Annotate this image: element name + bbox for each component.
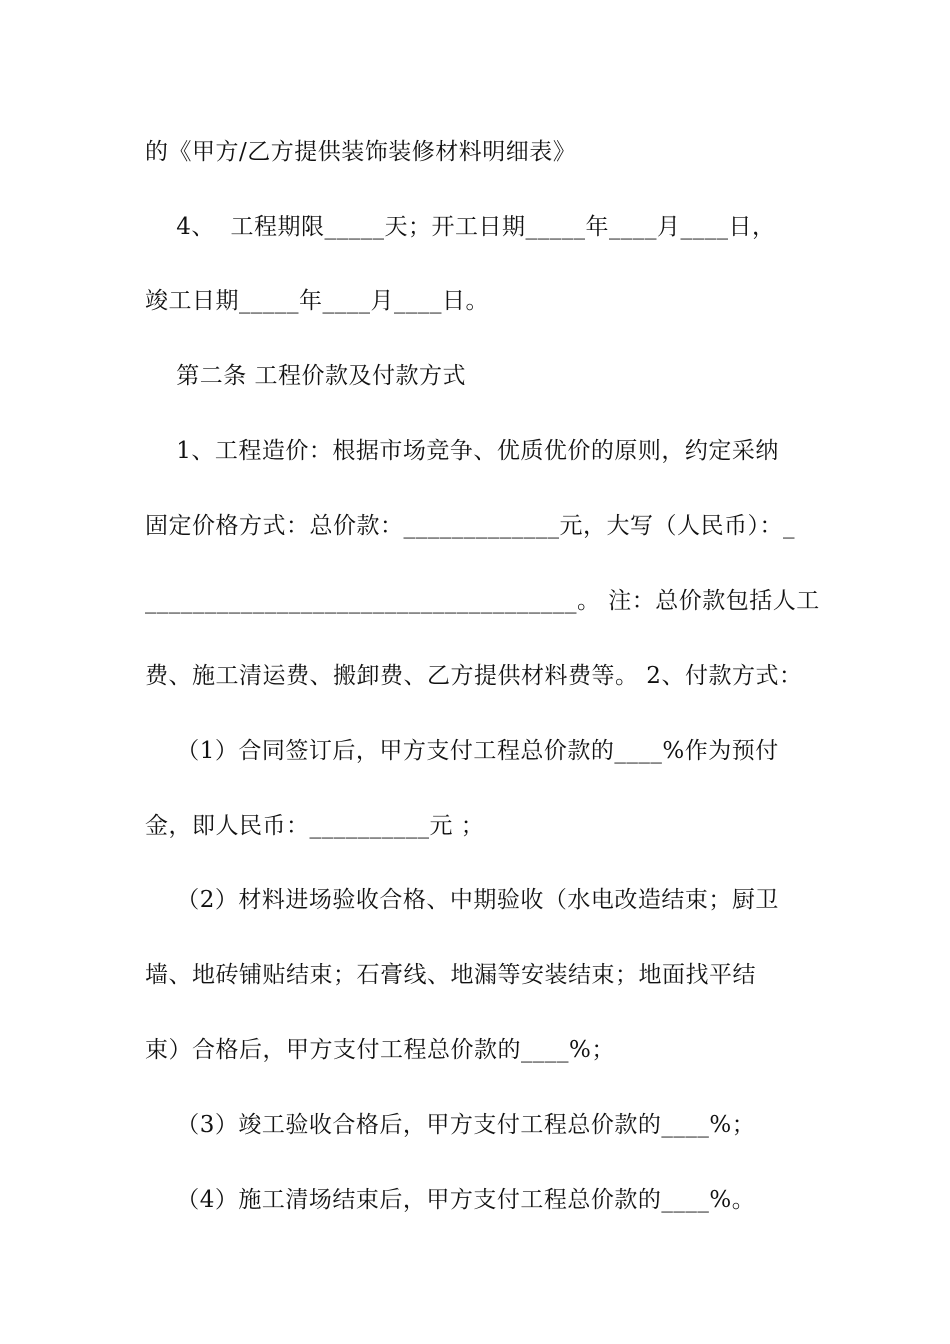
text-line: 竣工日期_____年____月____日。 <box>145 288 489 314</box>
text-line: 4、 工程期限_____天；开工日期_____年____月____日， <box>145 214 776 240</box>
text-line: ____________________________________。 注：总价款包括人工 <box>145 588 820 614</box>
text-line: 束）合格后，甲方支付工程总价款的____%； <box>145 1037 615 1063</box>
text-line: 固定价格方式：总价款：_____________元，大写（人民币）：_ <box>145 513 795 539</box>
text-line: 1、工程造价：根据市场竞争、优质优价的原则，约定采纳 <box>145 438 779 464</box>
text-line: （4）施工清场结束后，甲方支付工程总价款的____%。 <box>145 1187 756 1213</box>
text-line: （3）竣工验收合格后，甲方支付工程总价款的____%； <box>145 1112 756 1138</box>
text-line: 墙、地砖铺贴结束；石膏线、地漏等安装结束；地面找平结 <box>145 962 756 988</box>
text-line: 金，即人民币：__________元 ； <box>145 813 485 839</box>
text-line: 费、施工清运费、搬卸费、乙方提供材料费等。 2、付款方式： <box>145 663 803 689</box>
text-line: （2）材料进场验收合格、中期验收（水电改造结束；厨卫 <box>145 887 779 913</box>
text-line: （1）合同签订后，甲方支付工程总价款的____%作为预付 <box>145 738 779 764</box>
section-heading: 第二条 工程价款及付款方式 <box>145 363 467 389</box>
text-line: 的《甲方/乙方提供装饰装修材料明细表》 <box>145 139 577 165</box>
